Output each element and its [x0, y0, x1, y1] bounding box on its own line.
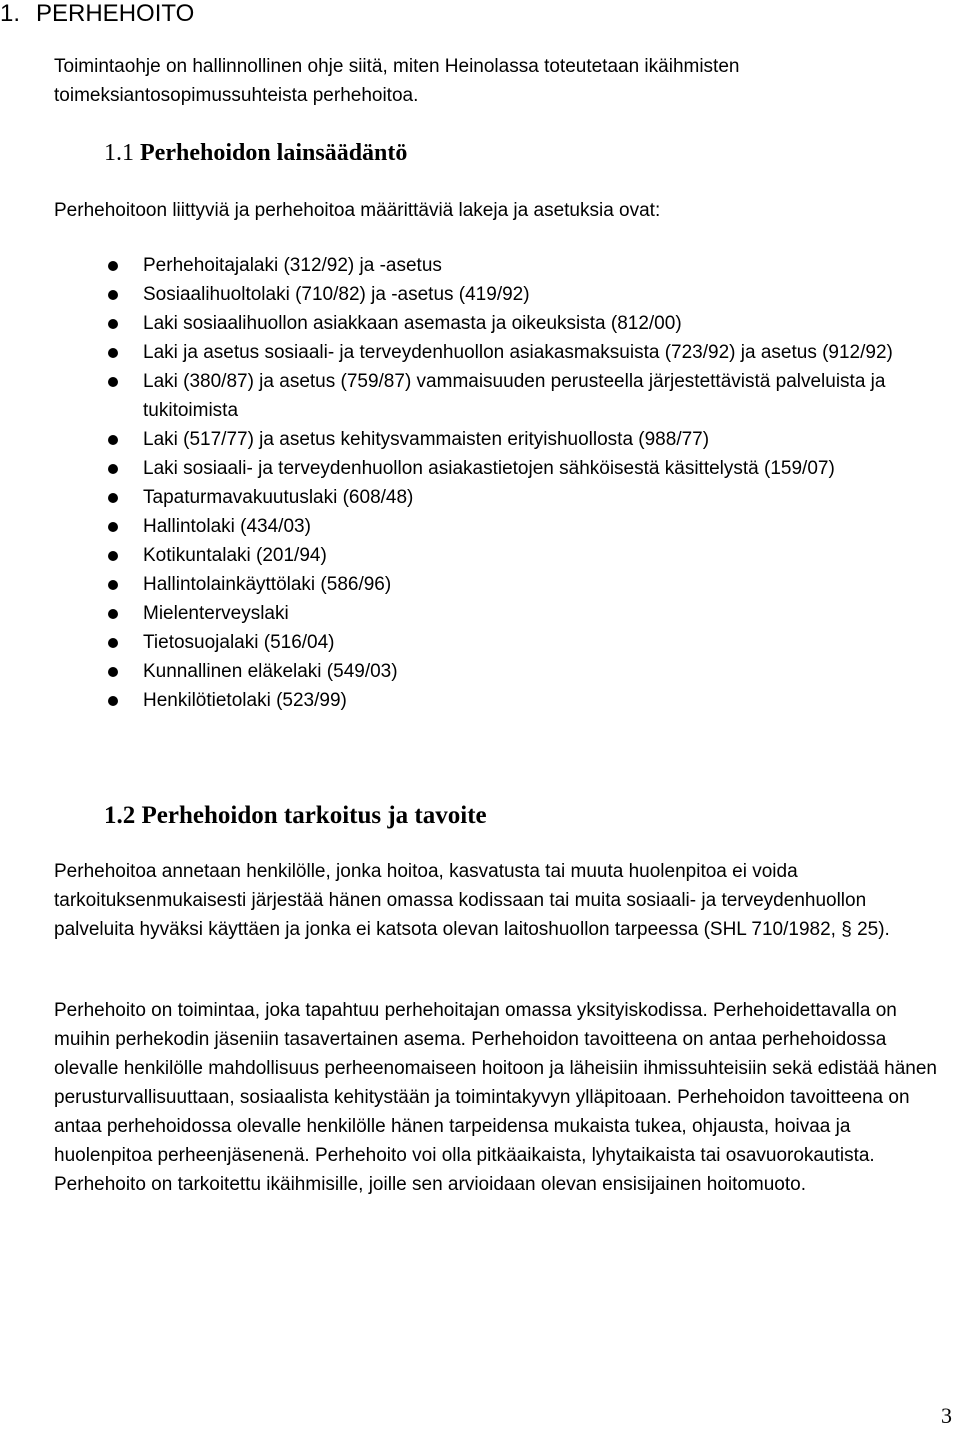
bullet-icon	[108, 609, 118, 619]
section-heading-1-2: 1.2 Perhehoidon tarkoitus ja tavoite	[104, 802, 487, 829]
law-item-text: Laki (380/87) ja asetus (759/87) vammaisuuden perusteella järjestettävistä palveluista ja tukitoimista	[143, 371, 886, 421]
law-list-item	[0, 570, 960, 599]
law-item-text: Laki sosiaalihuollon asiakkaan asemasta ja oikeuksista (812/00)	[143, 313, 682, 334]
law-list-item	[0, 309, 960, 338]
law-list-item	[0, 367, 960, 425]
bullet-icon	[108, 580, 118, 590]
law-item-text: Laki (517/77) ja asetus kehitysvammaisten erityishuollosta (988/77)	[143, 429, 710, 450]
bullet-icon	[108, 290, 118, 300]
law-item-text: Sosiaalihuoltolaki (710/82) ja -asetus (419/92)	[143, 284, 530, 305]
law-list-item	[0, 599, 960, 628]
section-heading-1-1	[104, 138, 407, 168]
law-list-item	[0, 686, 960, 715]
chapter-title: PERHEHOITO	[36, 0, 195, 27]
law-list-item	[0, 425, 960, 454]
law-list-item	[0, 541, 960, 570]
laws-list	[0, 251, 960, 715]
law-item-text: Laki sosiaali- ja terveydenhuollon asiakastietojen sähköisestä käsittelystä (159/07)	[143, 458, 835, 479]
bullet-icon	[108, 377, 118, 387]
bullet-icon	[108, 667, 118, 677]
law-item-text: Tietosuojalaki (516/04)	[143, 632, 335, 653]
page-number: 3	[941, 1403, 952, 1428]
bullet-icon	[108, 435, 118, 445]
bullet-icon	[108, 464, 118, 474]
bullet-icon	[108, 319, 118, 329]
bullet-icon	[108, 638, 118, 648]
law-item-text: Hallintolaki (434/03)	[143, 516, 311, 537]
law-item-text: Henkilötietolaki (523/99)	[143, 690, 347, 711]
bullet-icon	[108, 522, 118, 532]
law-item-text: Laki ja asetus sosiaali- ja terveydenhuollon asiakasmaksuista (723/92) ja asetus (912/92)	[143, 342, 893, 363]
section-title: Perhehoidon lainsäädäntö	[140, 140, 408, 166]
section-number: 1.1	[104, 140, 134, 166]
law-list-item	[0, 512, 960, 541]
law-list-item	[0, 251, 960, 280]
bullet-icon	[108, 696, 118, 706]
law-list-item	[0, 454, 960, 483]
law-list-item	[0, 280, 960, 309]
intro-paragraph: Toimintaohje on hallinnollinen ohje siitä, miten Heinolassa toteutetaan ikäihmisten toimeksiantosopimussuhteista perhehoitoa.	[54, 56, 740, 106]
laws-lead-text: Perhehoitoon liittyviä ja perhehoitoa määrittäviä lakeja ja asetuksia ovat:	[54, 200, 661, 221]
law-item-text: Kotikuntalaki (201/94)	[143, 545, 327, 566]
law-list-item	[0, 628, 960, 657]
law-list-item	[0, 657, 960, 686]
law-item-text: Perhehoitajalaki (312/92) ja -asetus	[143, 255, 442, 276]
purpose-paragraph-2: Perhehoito on toimintaa, joka tapahtuu perhehoitajan omassa yksityiskodissa. Perhehoidettavalla on muihin perhekodin jäseniin tasavertainen asema. Perhehoidon tavoitteena on antaa perhehoidossa olevalle henkilölle mahdollisuus perheenomaiseen hoitoon ja läheisiin ihmissuhteisiin sekä edistää hänen perusturvallisuuttaan, sosiaalista kehitystään ja toimintakyvyn ylläpitoaan. Perhehoidon tavoitteena on antaa perhehoidossa olevalle henkilölle hänen tarpeidensa mukaista tukea, ohjausta, hoivaa ja huolenpitoa perheenjäsenenä. Perhehoito voi olla pitkäaikaista, lyhytaikaista tai osavuorokautista. Perhehoito on tarkoitettu ikäihmisille, joille sen arvioidaan olevan ensisijainen hoitomuoto.	[54, 1000, 937, 1195]
law-item-text: Kunnallinen eläkelaki (549/03)	[143, 661, 398, 682]
law-item-text: Hallintolainkäyttölaki (586/96)	[143, 574, 392, 595]
purpose-paragraph-1: Perhehoitoa annetaan henkilölle, jonka hoitoa, kasvatusta tai muuta huolenpitoa ei voida tarkoituksenmukaisesti järjestää hänen omassa kodissaan tai muita sosiaali- ja terveydenhuollon palveluita hyväksi käyttäen ja jonka ei katsota olevan laitoshuollon tarpeessa (SHL 710/1982, § 25).	[54, 861, 890, 940]
law-list-item	[0, 483, 960, 512]
bullet-icon	[108, 551, 118, 561]
bullet-icon	[108, 348, 118, 358]
law-item-text: Mielenterveyslaki	[143, 603, 289, 624]
chapter-heading	[0, 0, 194, 28]
bullet-icon	[108, 261, 118, 271]
law-item-text: Tapaturmavakuutuslaki (608/48)	[143, 487, 414, 508]
law-list-item	[0, 338, 960, 367]
chapter-number: 1.	[0, 0, 21, 27]
bullet-icon	[108, 493, 118, 503]
